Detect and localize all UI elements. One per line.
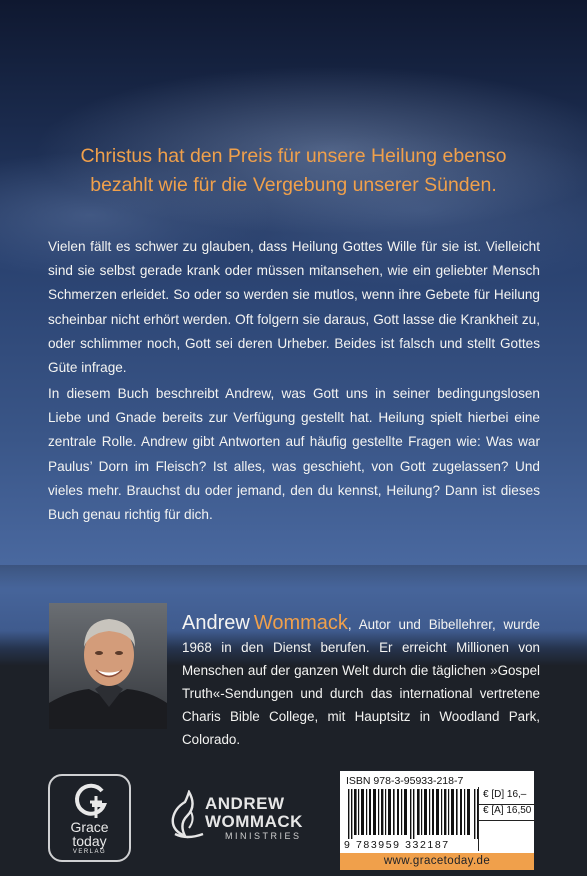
barcode-panel — [340, 771, 534, 853]
price-table — [478, 787, 535, 851]
author-photo — [49, 603, 167, 729]
author-bio-lead: , Autor und Bibellehrer, — [347, 617, 496, 632]
headline-quote — [30, 142, 557, 200]
description-paragraph-2: In diesem Buch beschreibt Andrew, was Gott uns in seiner bedingungslosen Liebe und Gnade bereits zur Verfügung gestellt hat. Heilung spielt hierbei eine zentrale Rolle. Andrew gibt Antworten auf häufig gestellte Fragen wie: Was war Paulus’ Dorn im Fleisch? Ist alles, was geschieht, von Gott zugelassen? Und vieles mehr. Brauchst du oder jemand, den du kennst, Heilung? Dann ist dieses Buch genau richtig für dich. — [48, 386, 540, 523]
grace-today-logo — [48, 774, 131, 862]
ministry-logo-line-1: ANDREW — [205, 794, 285, 813]
author-last-name: Wommack — [253, 612, 348, 634]
author-bio-rest: wurde 1968 in den Dienst berufen. Er erreicht Millionen von Menschen auf der ganzen Welt durch die täglichen »Gospel Truth«-Sendungen und durch das international vertretene Charis Bible College, mit Hauptsitz in Woodland Park, Colorado. — [182, 617, 540, 747]
author-first-name: Andrew — [182, 612, 250, 634]
publisher-website: www.gracetoday.de — [340, 853, 534, 870]
price-austria: € [A] 16,50 — [479, 805, 535, 821]
headline-line-2: bezahlt wie für die Vergebung unserer Sünden. — [90, 174, 497, 196]
ministry-logo-line-3: MINISTRIES — [225, 831, 302, 841]
grace-logo-word-2: today — [72, 833, 107, 849]
grace-logo-word-3: VERLAG — [72, 849, 107, 855]
barcode-bars — [348, 789, 480, 839]
section-divider — [0, 565, 587, 589]
grace-g-icon — [72, 782, 110, 820]
andrew-wommack-ministries-logo — [167, 782, 327, 852]
ministry-logo-line-2: WOMMACK — [205, 812, 303, 831]
headline-line-1: Christus hat den Preis für unsere Heilung ebenso — [80, 145, 507, 167]
author-portrait-illustration — [49, 603, 167, 729]
author-bio — [182, 612, 540, 751]
barcode-number: 9 783959 332187 — [344, 839, 450, 851]
isbn-number: ISBN 978-3-95933-218-7 — [346, 775, 464, 787]
description-paragraph-1: Vielen fällt es schwer zu glauben, dass Heilung Gottes Wille für sie ist. Vielleicht sind sie selbst gerade krank oder müssen mitansehen, wie ein geliebter Mensch Schmerzen erleidet. So oder so werden sie mutlos, wenn ihre Gebete für Heilung scheinbar nicht erhört werden. Oft folgern sie daraus, Gott lasse die Krankheit zu, oder schlimmer noch, Gott sei deren Urheber. Beides ist falsch und stellt Gottes Güte infrage. — [48, 239, 540, 376]
grace-logo-word-1: Grace — [70, 819, 109, 835]
price-germany: € [D] 16,– — [479, 789, 535, 805]
flame-icon — [167, 790, 209, 842]
